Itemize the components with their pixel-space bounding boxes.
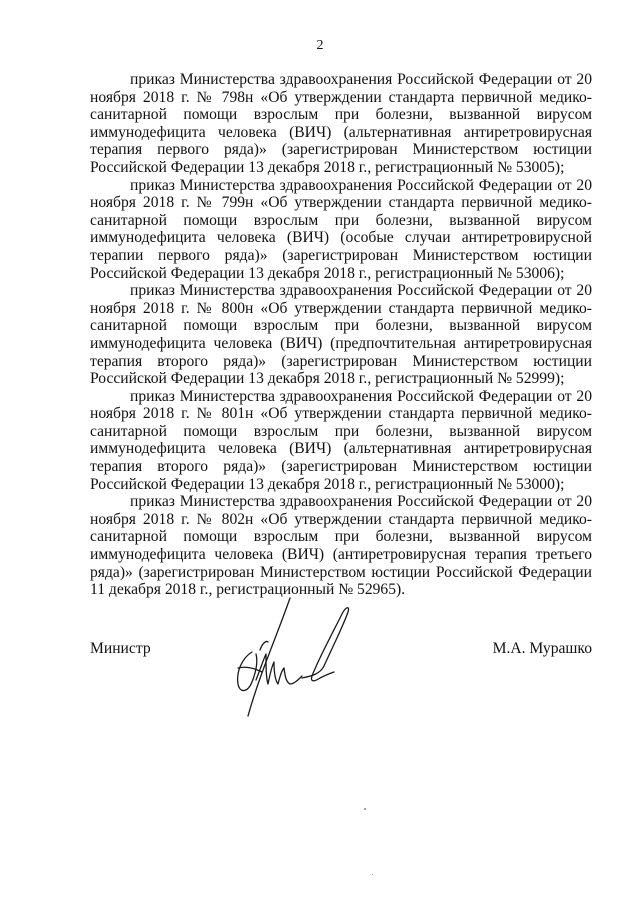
scan-speck (372, 874, 373, 875)
page-number: 2 (316, 38, 324, 53)
order-paragraph-802n: приказ Министерства здравоохранения Российской Федерации от 20 ноября 2018 г. № 802н «Об утверждении стандарта первичной медико-санитарной помощи взрослым при болезни, вызванной вирусом иммунодефицита человека (ВИЧ) (антиретровирусная терапия третьего ряда)» (зарегистрирован Министерством юстиции Российской Федерации 11 декабря 2018 г., регистрационный № 52965). (90, 493, 592, 599)
signatory-name: М.А. Мурашко (492, 640, 592, 657)
signature-block (90, 588, 592, 728)
order-paragraph-798n: приказ Министерства здравоохранения Российской Федерации от 20 ноября 2018 г. № 798н «Об утверждении стандарта первичной медико-санитарной помощи взрослым при болезни, вызванной вирусом иммунодефицита человека (ВИЧ) (альтернативная антиретровирусная терапия первого ряда)» (зарегистрирован Министерством юстиции Российской Федерации 13 декабря 2018 г., регистрационный № 53005); (90, 71, 592, 176)
order-paragraph-800n: приказ Министерства здравоохранения Российской Федерации от 20 ноября 2018 г. № 800н «Об утверждении стандарта первичной медико-санитарной помощи взрослым при болезни, вызванной вирусом иммунодефицита человека (ВИЧ) (предпочтительная антиретровирусная терапия второго ряда)» (зарегистрирован Министерством юстиции Российской Федерации 13 декабря 2018 г., регистрационный № 52999); (90, 282, 592, 388)
order-paragraph-799n: приказ Министерства здравоохранения Российской Федерации от 20 ноября 2018 г. № 799н «Об утверждении стандарта первичной медико-санитарной помощи взрослым при болезни, вызванной вирусом иммунодефицита человека (ВИЧ) (особые случаи антиретровирусной терапии первого ряда)» (зарегистрирован Министерством юстиции Российской Федерации 13 декабря 2018 г., регистрационный № 53006); (90, 176, 592, 282)
order-paragraph-801n: приказ Министерства здравоохранения Российской Федерации от 20 ноября 2018 г. № 801н «Об утверждении стандарта первичной медико-санитарной помощи взрослым при болезни, вызванной вирусом иммунодефицита человека (ВИЧ) (альтернативная антиретровирусная терапия второго ряда)» (зарегистрирован Министерством юстиции Российской Федерации 13 декабря 2018 г., регистрационный № 53000); (90, 387, 592, 493)
scan-speck (364, 808, 366, 810)
handwritten-signature (208, 588, 358, 728)
signatory-title: Министр (90, 640, 151, 657)
document-body (90, 71, 592, 599)
